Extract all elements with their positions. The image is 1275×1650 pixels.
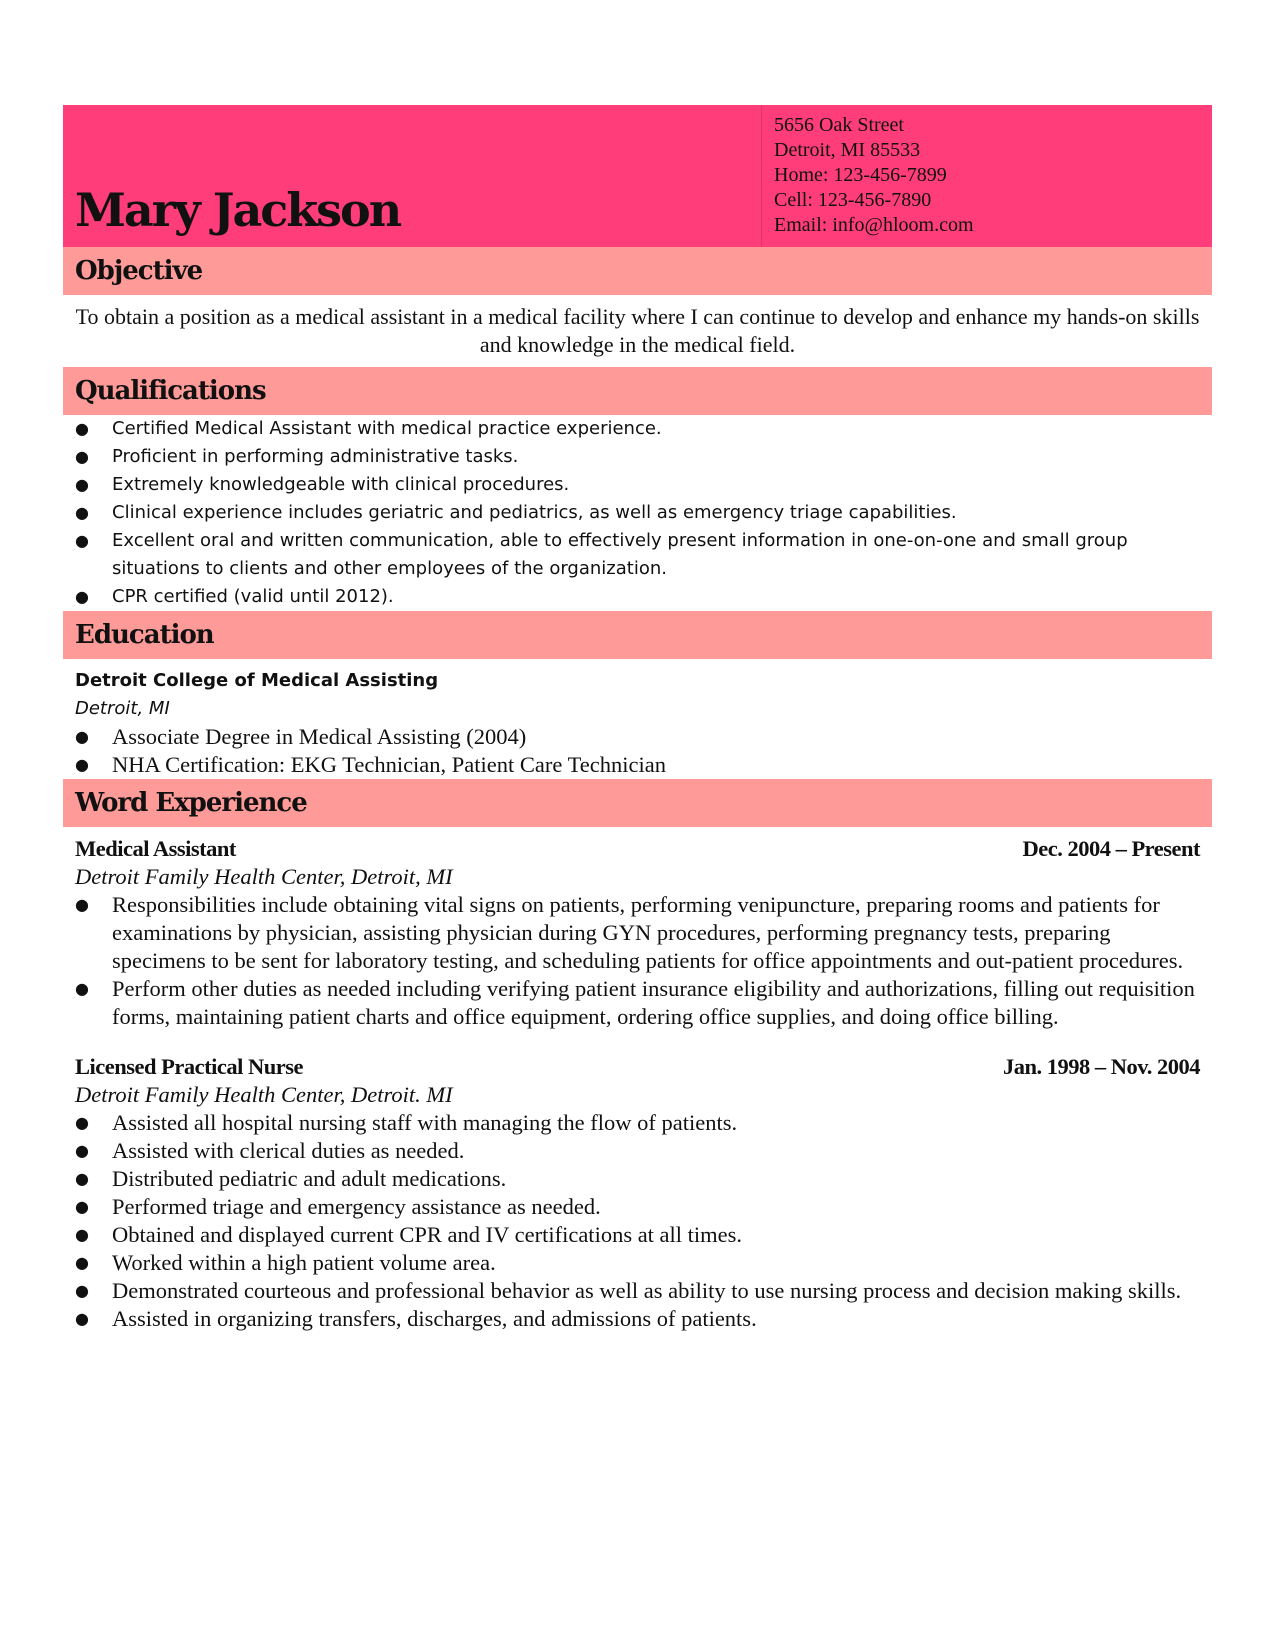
list-item: ● Performed triage and emergency assistance as needed. — [75, 1193, 1200, 1221]
job-entry — [63, 827, 1212, 891]
list-item: ● Certified Medical Assistant with medical practice experience. — [75, 415, 1200, 443]
contact-email: Email: info@hloom.com — [774, 214, 974, 236]
contact-cell-phone: Cell: 123-456-7890 — [774, 189, 932, 211]
job-title: Medical Assistant — [75, 836, 236, 861]
list-item: ● Worked within a high patient volume area. — [75, 1249, 1200, 1277]
education-entry — [63, 659, 1212, 723]
list-item: ● Clinical experience includes geriatric and pediatrics, as well as emergency triage capabilities. — [75, 499, 1200, 527]
resume-page — [63, 105, 1212, 1333]
name-cell — [63, 105, 762, 247]
list-item: ● CPR certified (valid until 2012). — [75, 583, 1200, 611]
education-list — [63, 723, 1212, 779]
job-duties-list — [63, 891, 1212, 1031]
spacer — [63, 1031, 1212, 1045]
job-dates: Jan. 1998 – Nov. 2004 — [1002, 1054, 1200, 1079]
contact-block — [762, 105, 1212, 247]
resume-header — [63, 105, 1212, 247]
education-heading: Education — [63, 611, 1212, 659]
experience-heading: Word Experience — [63, 779, 1212, 827]
list-item: ● Assisted in organizing transfers, discharges, and admissions of patients. — [75, 1305, 1200, 1333]
list-item: ● Obtained and displayed current CPR and IV certifications at all times. — [75, 1221, 1200, 1249]
list-item: ● Excellent oral and written communication, able to effectively present information in one-on-one and small group situations to clients and other employees of the organization. — [75, 527, 1200, 583]
list-item: ● Distributed pediatric and adult medications. — [75, 1165, 1200, 1193]
contact-city: Detroit, MI 85533 — [774, 139, 921, 161]
list-item: ● Assisted with clerical duties as needed. — [75, 1137, 1200, 1165]
job-title-row — [75, 1053, 1200, 1081]
job-entry — [63, 1045, 1212, 1109]
job-title: Licensed Practical Nurse — [75, 1054, 303, 1079]
contact-home-phone: Home: 123-456-7899 — [774, 164, 947, 186]
objective-heading: Objective — [63, 247, 1212, 295]
list-item: ● Extremely knowledgeable with clinical procedures. — [75, 471, 1200, 499]
list-item: ● Perform other duties as needed including verifying patient insurance eligibility and authorizations, filling out requisition forms, maintaining patient charts and office equipment, ordering office supplies, and doing office billing. — [75, 975, 1200, 1031]
job-dates: Dec. 2004 – Present — [1022, 836, 1200, 861]
list-item: ● NHA Certification: EKG Technician, Patient Care Technician — [75, 751, 1200, 779]
list-item: ● Associate Degree in Medical Assisting (2004) — [75, 723, 1200, 751]
school-location: Detroit, MI — [75, 698, 170, 719]
list-item: ● Demonstrated courteous and professional behavior as well as ability to use nursing process and decision making skills. — [75, 1277, 1200, 1305]
job-employer: Detroit Family Health Center, Detroit. MI — [75, 1082, 453, 1107]
candidate-name: Mary Jackson — [75, 183, 401, 237]
list-item: ● Proficient in performing administrative tasks. — [75, 443, 1200, 471]
list-item: ● Responsibilities include obtaining vital signs on patients, performing venipuncture, preparing rooms and patients for examinations by physician, assisting physician during GYN procedures, performing pregnancy tests, preparing specimens to be sent for laboratory testing, and scheduling patients for office appointments and out-patient procedures. — [75, 891, 1200, 975]
job-duties-list — [63, 1109, 1212, 1333]
qualifications-heading: Qualifications — [63, 367, 1212, 415]
qualifications-list — [63, 415, 1212, 611]
job-employer: Detroit Family Health Center, Detroit, MI — [75, 864, 453, 889]
contact-street: 5656 Oak Street — [774, 114, 904, 136]
objective-text: To obtain a position as a medical assistant in a medical facility where I can continue to develop and enhance my hands-on skills and knowledge in the medical field. — [75, 304, 1200, 357]
list-item: ● Assisted all hospital nursing staff with managing the flow of patients. — [75, 1109, 1200, 1137]
school-name: Detroit College of Medical Assisting — [75, 670, 439, 691]
job-title-row — [75, 835, 1200, 863]
